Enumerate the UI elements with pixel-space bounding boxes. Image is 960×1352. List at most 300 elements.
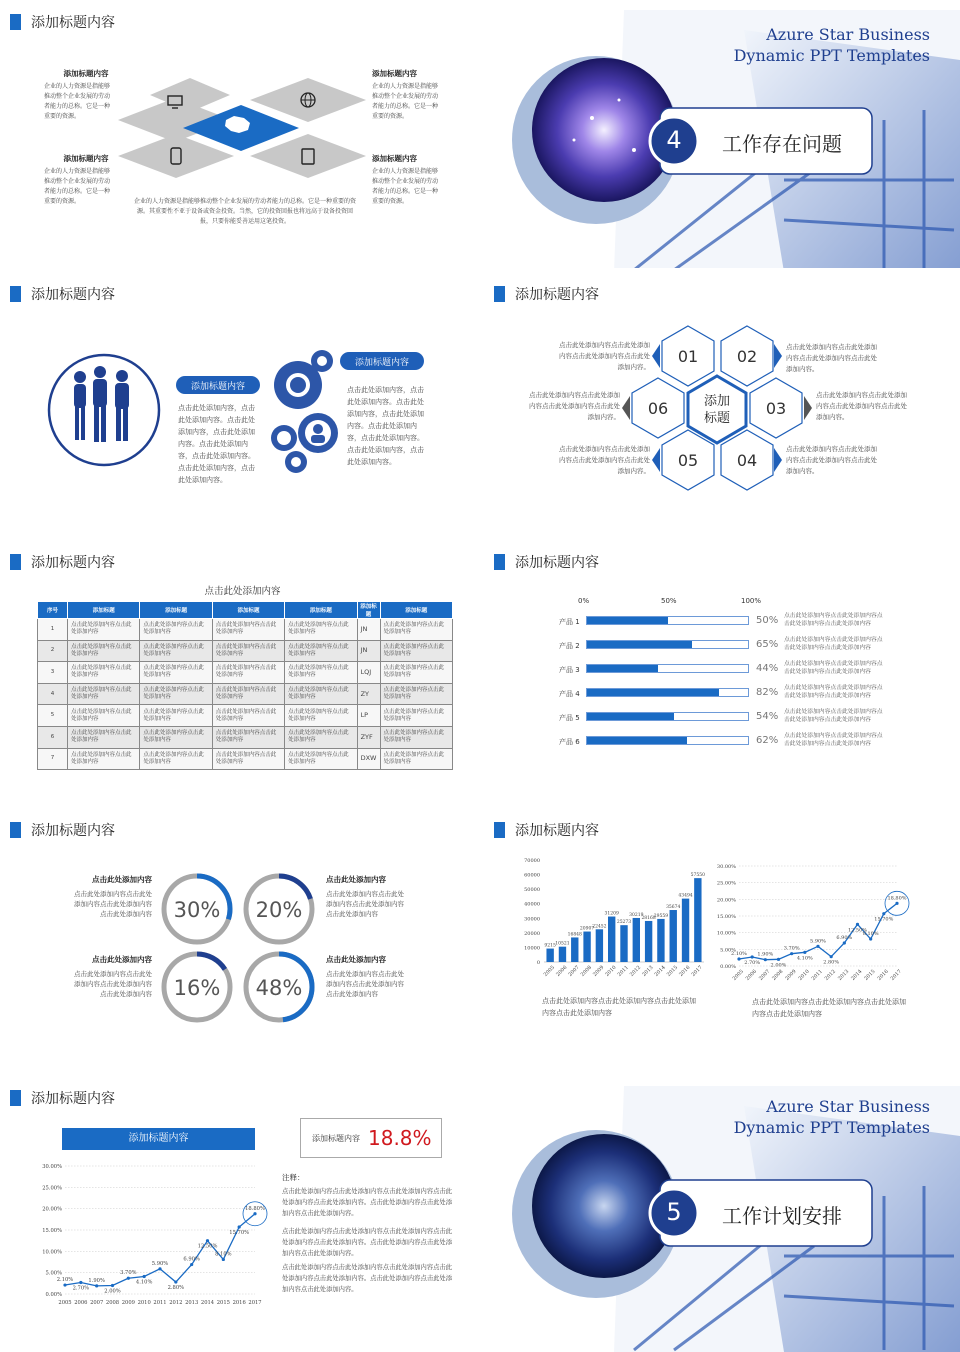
x-tick-label: 2016 (232, 1300, 246, 1306)
data-point (63, 1283, 66, 1286)
table-cell: 点击此处添加内容点击此处添加内容 (285, 662, 357, 684)
progress-row (484, 636, 954, 660)
x-tick-label: 2014 (653, 964, 667, 978)
data-point (856, 923, 859, 926)
y-tick-label: 25.00% (42, 1185, 62, 1192)
slide-title: 添加标题内容 (10, 820, 115, 840)
slide-table (0, 540, 470, 808)
progress-value: 50% (756, 615, 779, 626)
data-point (79, 1281, 82, 1284)
x-tick-label: 2015 (863, 968, 877, 982)
data-label: 12.50% (847, 927, 868, 934)
progress-row (484, 732, 954, 756)
label-1: 添加标题内容 (190, 382, 245, 392)
block-top-left: 添加标题内容 企业的人力资源是指能够推动整个企业发展的劳动者能力的总称。它是一种重要的资源。 (44, 69, 111, 120)
data-label: 2.10% (731, 951, 747, 957)
table-cell: 点击此处添加内容点击此处添加内容 (380, 619, 452, 641)
bar-data-label: 31209 (604, 911, 619, 917)
hex-text-05: 点击此处添加内容点击此处添加内容点击此处添加内容点击此处添加内容。 (559, 445, 650, 475)
section-title: 工作计划安排 (722, 1204, 842, 1228)
data-point (190, 1263, 193, 1266)
bar (633, 918, 640, 962)
bar-data-label: 30219 (629, 912, 644, 918)
y-tick-label: 60000 (524, 872, 540, 879)
bar (608, 917, 615, 962)
table-header: 添加标题 (212, 602, 284, 619)
slide-title: 添加标题内容 (494, 820, 599, 840)
x-tick-label: 2006 (555, 964, 569, 978)
x-tick-label: 2014 (200, 1300, 215, 1306)
bar (559, 947, 566, 962)
data-label: 8.10% (215, 1251, 232, 1258)
y-tick-label: 30000 (524, 916, 540, 923)
progress-fill (587, 665, 658, 672)
section-number: 5 (666, 1198, 682, 1226)
data-point (764, 958, 767, 961)
data-point (751, 955, 754, 958)
table-row (38, 662, 453, 684)
table-cell: 4 (38, 683, 68, 705)
table-row (38, 705, 453, 727)
bar (657, 919, 664, 962)
y-tick-label: 15.00% (42, 1228, 62, 1234)
progress-fill (587, 641, 692, 648)
bar (620, 925, 627, 962)
hex-text-04: 点击此处添加内容点击此处添加内容点击此处添加内容点击此处添加内容。 (786, 445, 877, 475)
table-cell: 点击此处添加内容点击此处添加内容 (68, 748, 140, 770)
data-point (737, 957, 740, 960)
donut-value: 20% (255, 898, 303, 922)
progress-desc: 点击此处添加内容点击此处添加内容点击此处添加内容点击此处添加内容 (784, 733, 883, 747)
progress-value: 54% (756, 711, 779, 722)
table-cell: 点击此处添加内容点击此处添加内容 (68, 640, 140, 662)
table-cell: 点击此处添加内容点击此处添加内容 (140, 683, 212, 705)
product-name: 产品 3 (559, 666, 580, 674)
label-2: 添加标题内容 (354, 358, 409, 368)
text-1: 点击此处添加内容，点击此处添加内容。点击此处添加内容，点击此处添加内容。点击此处添加内容，点击此处添加内容。点击此处添加内容，点击此处添加内容。 (178, 404, 255, 484)
x-tick-label: 2005 (731, 968, 745, 982)
bar-data-label: 10521 (555, 941, 570, 947)
data-label: 6.90% (183, 1256, 200, 1263)
bar-data-label: 28168 (641, 915, 656, 921)
y-tick-label: 5.00% (45, 1270, 62, 1277)
slide-title: 添加标题内容 (10, 552, 115, 572)
x-tick-label: 2008 (771, 968, 785, 982)
data-label: 2.10% (56, 1277, 74, 1284)
bar-chart-caption: 点击此处添加内容点击此处添加内容点击此处添加内容点击此处添加内容 (542, 997, 696, 1017)
table-cell: 点击此处添加内容点击此处添加内容 (140, 748, 212, 770)
hex-text-06: 点击此处添加内容点击此处添加内容点击此处添加内容点击此处添加内容。 (529, 391, 620, 421)
table-cell: 点击此处添加内容点击此处添加内容 (140, 619, 212, 641)
product-name: 产品 1 (559, 618, 580, 626)
progress-track (586, 616, 749, 625)
slide-title: 添加标题内容 (494, 284, 599, 304)
x-tick-label: 2013 (185, 1300, 199, 1306)
data-point (158, 1267, 161, 1270)
hex-label-03: 03 (765, 399, 787, 418)
table-cell: ZYF (357, 726, 380, 748)
x-tick-label: 2007 (758, 968, 772, 982)
note-3: 点击此处添加内容点击此处添加内容点击此处添加内容点击此处添加内容点击此处添加内容。点击此处添加内容点击此处添加内容点击此处添加内容。 (282, 1264, 453, 1293)
section-cover-5 (484, 1076, 960, 1352)
x-tick-label: 2011 (616, 964, 630, 978)
x-tick-label: 2006 (744, 968, 759, 982)
table-cell: 点击此处添加内容点击此处添加内容 (68, 619, 140, 641)
table-cell: DXW (357, 748, 380, 770)
x-tick-label: 2009 (592, 964, 606, 978)
bar (682, 899, 689, 962)
hex-text-02: 点击此处添加内容点击此处添加内容点击此处添加内容点击此处添加内容。 (786, 343, 877, 373)
x-tick-label: 2008 (579, 964, 593, 978)
table-cell: 点击此处添加内容点击此处添加内容 (380, 640, 452, 662)
progress-value: 44% (756, 663, 779, 674)
hex-label-06: 06 (647, 399, 669, 418)
data-table (37, 601, 453, 770)
x-tick-label: 2009 (121, 1300, 135, 1306)
data-label: 8.10% (862, 931, 879, 937)
kpi-value: 18.8% (368, 1126, 432, 1150)
y-tick-label: 25.00% (716, 880, 736, 887)
table-cell: 1 (38, 619, 68, 641)
table-cell: 7 (38, 748, 68, 770)
progress-row (484, 684, 954, 708)
slide-title: 添加标题内容 (10, 12, 115, 32)
note-1: 点击此处添加内容点击此处添加内容点击此处添加内容点击此处添加内容点击此处添加内容。点击此处添加内容点击此处添加内容点击此处添加内容。 (282, 1188, 453, 1217)
x-tick-label: 2017 (889, 968, 903, 982)
x-tick-label: 2012 (628, 964, 643, 978)
table-cell: 点击此处添加内容点击此处添加内容 (380, 662, 452, 684)
table-cell: 点击此处添加内容点击此处添加内容 (68, 705, 140, 727)
hex-label-05: 05 (677, 451, 699, 470)
line-chart-caption: 点击此处添加内容点击此处添加内容点击此处添加内容点击此处添加内容 (752, 998, 906, 1018)
progress-desc: 点击此处添加内容点击此处添加内容点击此处添加内容点击此处添加内容 (784, 709, 883, 723)
x-tick-label: 2015 (665, 964, 680, 978)
data-point (869, 937, 872, 940)
bar (596, 929, 603, 962)
x-tick-label: 2006 (74, 1300, 88, 1306)
table-cell: JN (357, 619, 380, 641)
hex-label-04: 04 (736, 451, 758, 470)
y-tick-label: 15.00% (716, 914, 736, 920)
progress-row (484, 708, 954, 732)
product-name: 产品 6 (559, 738, 580, 746)
slide-title: 添加标题内容 (10, 1088, 115, 1108)
product-name: 产品 2 (559, 642, 580, 650)
bar-data-label: 25273 (616, 920, 632, 926)
data-point (882, 912, 885, 915)
data-label: 2.00% (104, 1288, 121, 1295)
bar-chart (504, 852, 714, 992)
progress-value: 62% (756, 735, 779, 746)
x-tick-label: 2010 (797, 968, 811, 982)
table-header: 序号 (38, 602, 68, 619)
table-cell: 点击此处添加内容点击此处添加内容 (212, 640, 284, 662)
table-cell: 点击此处添加内容点击此处添加内容 (380, 683, 452, 705)
bar-data-label: 29559 (653, 913, 669, 919)
table-cell: 点击此处添加内容点击此处添加内容 (380, 726, 452, 748)
data-point (174, 1280, 177, 1283)
cover-tagline: Azure Star Business Dynamic PPT Templates (733, 1097, 930, 1137)
data-point (143, 1275, 146, 1278)
data-point (253, 1212, 256, 1215)
bar (571, 937, 578, 962)
table-cell: ZY (357, 683, 380, 705)
donut-text-2: 点击此处添加内容 点击此处添加内容点击此处添加内容点击此处添加内容点击此处添加内容 (326, 875, 404, 918)
y-tick-label: 0.00% (45, 1292, 62, 1298)
bar-data-label: 20907 (579, 926, 595, 932)
kpi-label: 添加标题内容 (312, 1133, 360, 1143)
diamond-diagram (0, 0, 470, 268)
table-cell: LQJ (357, 662, 380, 684)
slide-progress (484, 540, 960, 808)
x-tick-label: 2013 (837, 968, 851, 982)
table-cell: 点击此处添加内容点击此处添加内容 (380, 748, 452, 770)
table-cell: 点击此处添加内容点击此处添加内容 (140, 705, 212, 727)
x-tick-label: 2011 (810, 968, 824, 982)
tick-50: 50% (661, 597, 677, 605)
progress-fill (587, 617, 668, 624)
bar (583, 932, 590, 962)
line-chart (714, 856, 914, 986)
y-tick-label: 10.00% (42, 1249, 62, 1256)
table-cell: 点击此处添加内容点击此处添加内容 (380, 705, 452, 727)
table-cell: 点击此处添加内容点击此处添加内容 (212, 705, 284, 727)
table-cell: 5 (38, 705, 68, 727)
bar (694, 878, 701, 962)
slide-title: 添加标题内容 (494, 552, 599, 572)
table-cell: 点击此处添加内容点击此处添加内容 (285, 619, 357, 641)
table-header: 添加标题 (68, 602, 140, 619)
x-tick-label: 2010 (137, 1300, 151, 1306)
table-cell: 点击此处添加内容点击此处添加内容 (285, 748, 357, 770)
donut-value: 30% (173, 898, 221, 922)
hex-center (688, 376, 746, 443)
table-header: 添加标题 (357, 602, 380, 619)
block-top-right: 添加标题内容 企业的人力资源是指能够推动整个企业发展的劳动者能力的总称。它是一种重要的资源。 (372, 69, 439, 120)
data-label: 4.10% (796, 955, 813, 962)
y-tick-label: 20000 (524, 930, 540, 937)
table-cell: 点击此处添加内容点击此处添加内容 (68, 662, 140, 684)
progress-desc: 点击此处添加内容点击此处添加内容点击此处添加内容点击此处添加内容 (784, 661, 883, 675)
slide-hexagons (484, 272, 960, 540)
x-tick-label: 2015 (216, 1300, 230, 1306)
bottom-paragraph: 企业的人力资源是指能够推动整个企业发展的劳动者能力的总称。它是一种重要的资源。其重要性不亚于设备或资金投资。当然，它的投资回报也将远高于设备投资回报，只要你能妥善运用这笔投资。 (134, 198, 357, 225)
kpi-box (300, 1118, 442, 1158)
data-label: 18.80% (887, 895, 907, 902)
data-label: 6.90% (836, 935, 853, 941)
bar (546, 949, 553, 962)
data-point (206, 1239, 209, 1242)
progress-fill (587, 737, 687, 744)
bar-data-label: 43494 (678, 893, 693, 899)
progress-desc: 点击此处添加内容点击此处添加内容点击此处添加内容点击此处添加内容 (784, 637, 883, 651)
hex-text-01: 点击此处添加内容点击此处添加内容点击此处添加内容点击此处添加内容。 (559, 341, 650, 371)
center-label-2: 标题 (703, 411, 731, 426)
table-row (38, 748, 453, 770)
y-tick-label: 70000 (524, 858, 540, 864)
table-cell: JN (357, 640, 380, 662)
diamond-tablet (250, 134, 366, 178)
y-tick-label: 0.00% (720, 964, 736, 970)
data-label: 3.70% (783, 945, 800, 952)
y-tick-label: 30.00% (716, 864, 736, 870)
table-cell: 2 (38, 640, 68, 662)
progress-fill (587, 689, 719, 696)
hex-text-03: 点击此处添加内容点击此处添加内容点击此处添加内容点击此处添加内容。 (816, 391, 907, 421)
section-cover-4 (484, 0, 960, 268)
bar-data-label: 16848 (567, 932, 582, 938)
table-header: 添加标题 (140, 602, 212, 619)
table-cell: 点击此处添加内容点击此处添加内容 (212, 619, 284, 641)
hex-label-01: 01 (677, 347, 699, 366)
y-tick-label: 50000 (524, 887, 540, 894)
table-cell: 点击此处添加内容点击此处添加内容 (285, 640, 357, 662)
data-label: 1.90% (757, 951, 774, 958)
data-label: 15.70% (874, 916, 894, 923)
data-label: 4.10% (135, 1279, 153, 1286)
product-name: 产品 4 (559, 690, 580, 698)
cover-tagline: Azure Star Business Dynamic PPT Templates (733, 25, 930, 65)
y-tick-label: 40000 (524, 901, 540, 908)
table-cell: 点击此处添加内容点击此处添加内容 (68, 683, 140, 705)
hex-label-02: 02 (736, 347, 758, 366)
table-cell: 3 (38, 662, 68, 684)
table-cell: 点击此处添加内容点击此处添加内容 (212, 683, 284, 705)
progress-value: 82% (756, 687, 779, 698)
section-title: 工作存在问题 (722, 132, 842, 156)
team-silhouette-icon (74, 366, 129, 442)
note-2: 点击此处添加内容点击此处添加内容点击此处添加内容点击此处添加内容点击此处添加内容。点击此处添加内容点击此处添加内容点击此处添加内容。 (282, 1228, 453, 1257)
data-label: 1.90% (88, 1277, 105, 1284)
y-tick-label: 10.00% (716, 930, 736, 937)
x-tick-label: 2007 (90, 1300, 104, 1306)
x-tick-label: 2007 (567, 964, 581, 978)
x-tick-label: 2014 (850, 968, 864, 982)
progress-value: 65% (756, 639, 779, 650)
table-header: 添加标题 (285, 602, 357, 619)
table-row (38, 640, 453, 662)
x-tick-label: 2017 (248, 1300, 262, 1306)
slide-line-kpi (0, 1076, 470, 1352)
y-tick-label: 30.00% (42, 1164, 62, 1170)
data-label: 2.80% (167, 1285, 185, 1292)
table-cell: 点击此处添加内容点击此处添加内容 (140, 662, 212, 684)
slide-charts (484, 808, 960, 1076)
table-row (38, 619, 453, 641)
bar (645, 921, 652, 962)
table-cell: 点击此处添加内容点击此处添加内容 (140, 726, 212, 748)
x-tick-label: 2013 (641, 964, 655, 978)
donut-text-4: 点击此处添加内容 点击此处添加内容点击此处添加内容点击此处添加内容点击此处添加内容 (326, 955, 404, 998)
table-cell: 点击此处添加内容点击此处添加内容 (212, 726, 284, 748)
tick-0: 0% (578, 597, 590, 605)
x-tick-label: 2008 (105, 1300, 120, 1306)
data-point (830, 955, 833, 958)
table-row (38, 683, 453, 705)
data-label: 2.00% (770, 962, 787, 969)
text-2: 点击此处添加内容，点击此处添加内容。点击此处添加内容，点击此处添加内容。点击此处添加内容，点击此处添加内容。点击此处添加内容，点击此处添加内容。 (347, 386, 424, 466)
data-label: 5.90% (151, 1260, 169, 1267)
data-label: 15.70% (229, 1230, 250, 1237)
table-cell: 点击此处添加内容点击此处添加内容 (68, 726, 140, 748)
progress-track (586, 712, 749, 721)
note-title: 注释： (282, 1173, 305, 1182)
data-point (222, 1258, 225, 1261)
x-tick-label: 2005 (542, 964, 557, 978)
progress-row (484, 612, 954, 636)
table-cell: 点击此处添加内容点击此处添加内容 (285, 726, 357, 748)
progress-row (484, 660, 954, 684)
tick-100: 100% (741, 597, 762, 605)
bar-data-label: 57550 (690, 873, 706, 879)
bar (670, 910, 677, 962)
progress-fill (587, 713, 674, 720)
table-cell: 6 (38, 726, 68, 748)
table-cell: 点击此处添加内容点击此处添加内容 (212, 748, 284, 770)
block-bottom-right: 添加标题内容 企业的人力资源是指能够推动整个企业发展的劳动者能力的总称。它是一种重要的资源。 (372, 154, 439, 205)
series-line (65, 1214, 255, 1286)
table-caption: 点击此处添加内容 (204, 586, 281, 597)
x-tick-label: 2012 (823, 968, 838, 982)
data-label: 2.80% (823, 959, 840, 966)
data-label: 2.70% (744, 960, 761, 966)
data-point (127, 1277, 130, 1280)
section-number: 4 (666, 126, 682, 154)
progress-track (586, 640, 749, 649)
donut-value: 48% (255, 976, 303, 1000)
y-tick-label: 5.00% (720, 947, 736, 954)
table-cell: LP (357, 705, 380, 727)
table-cell: 点击此处添加内容点击此处添加内容 (285, 683, 357, 705)
slide-hr-diamonds (0, 0, 470, 268)
data-label: 12.50% (197, 1243, 218, 1250)
table-cell: 点击此处添加内容点击此处添加内容 (140, 640, 212, 662)
donut-value: 16% (173, 976, 221, 1000)
slide-title: 添加标题内容 (10, 284, 115, 304)
x-tick-label: 2009 (784, 968, 798, 982)
data-point (816, 945, 819, 948)
slide-donuts (0, 808, 470, 1076)
progress-track (586, 664, 749, 673)
product-name: 产品 5 (559, 714, 580, 722)
table-row (38, 726, 453, 748)
progress-track (586, 688, 749, 697)
data-point (777, 958, 780, 961)
y-tick-label: 10000 (524, 945, 540, 952)
bar-data-label: 22452 (592, 924, 607, 930)
chart-header-bar: 添加标题内容 (62, 1128, 255, 1150)
x-tick-label: 2017 (690, 964, 704, 978)
y-tick-label: 20.00% (716, 897, 736, 904)
data-label: 18.80% (245, 1205, 265, 1212)
y-tick-label: 0 (536, 960, 540, 966)
x-tick-label: 2016 (876, 968, 890, 982)
x-tick-label: 2016 (678, 964, 692, 978)
progress-desc: 点击此处添加内容点击此处添加内容点击此处添加内容点击此处添加内容 (784, 613, 883, 627)
table-cell: 点击此处添加内容点击此处添加内容 (285, 705, 357, 727)
data-label: 5.90% (810, 938, 826, 945)
gear-icon (271, 350, 338, 473)
center-label-1: 添加 (703, 394, 731, 409)
x-tick-label: 2012 (169, 1300, 183, 1306)
donut-text-3: 点击此处添加内容 点击此处添加内容点击此处添加内容点击此处添加内容点击此处添加内容 (74, 955, 152, 998)
bar-data-label: 35674 (666, 905, 681, 911)
y-tick-label: 20.00% (42, 1206, 62, 1213)
x-tick-label: 2011 (153, 1300, 167, 1306)
data-point (111, 1284, 114, 1287)
table-header: 添加标题 (380, 602, 452, 619)
bar-data-label: 9215 (544, 943, 556, 949)
